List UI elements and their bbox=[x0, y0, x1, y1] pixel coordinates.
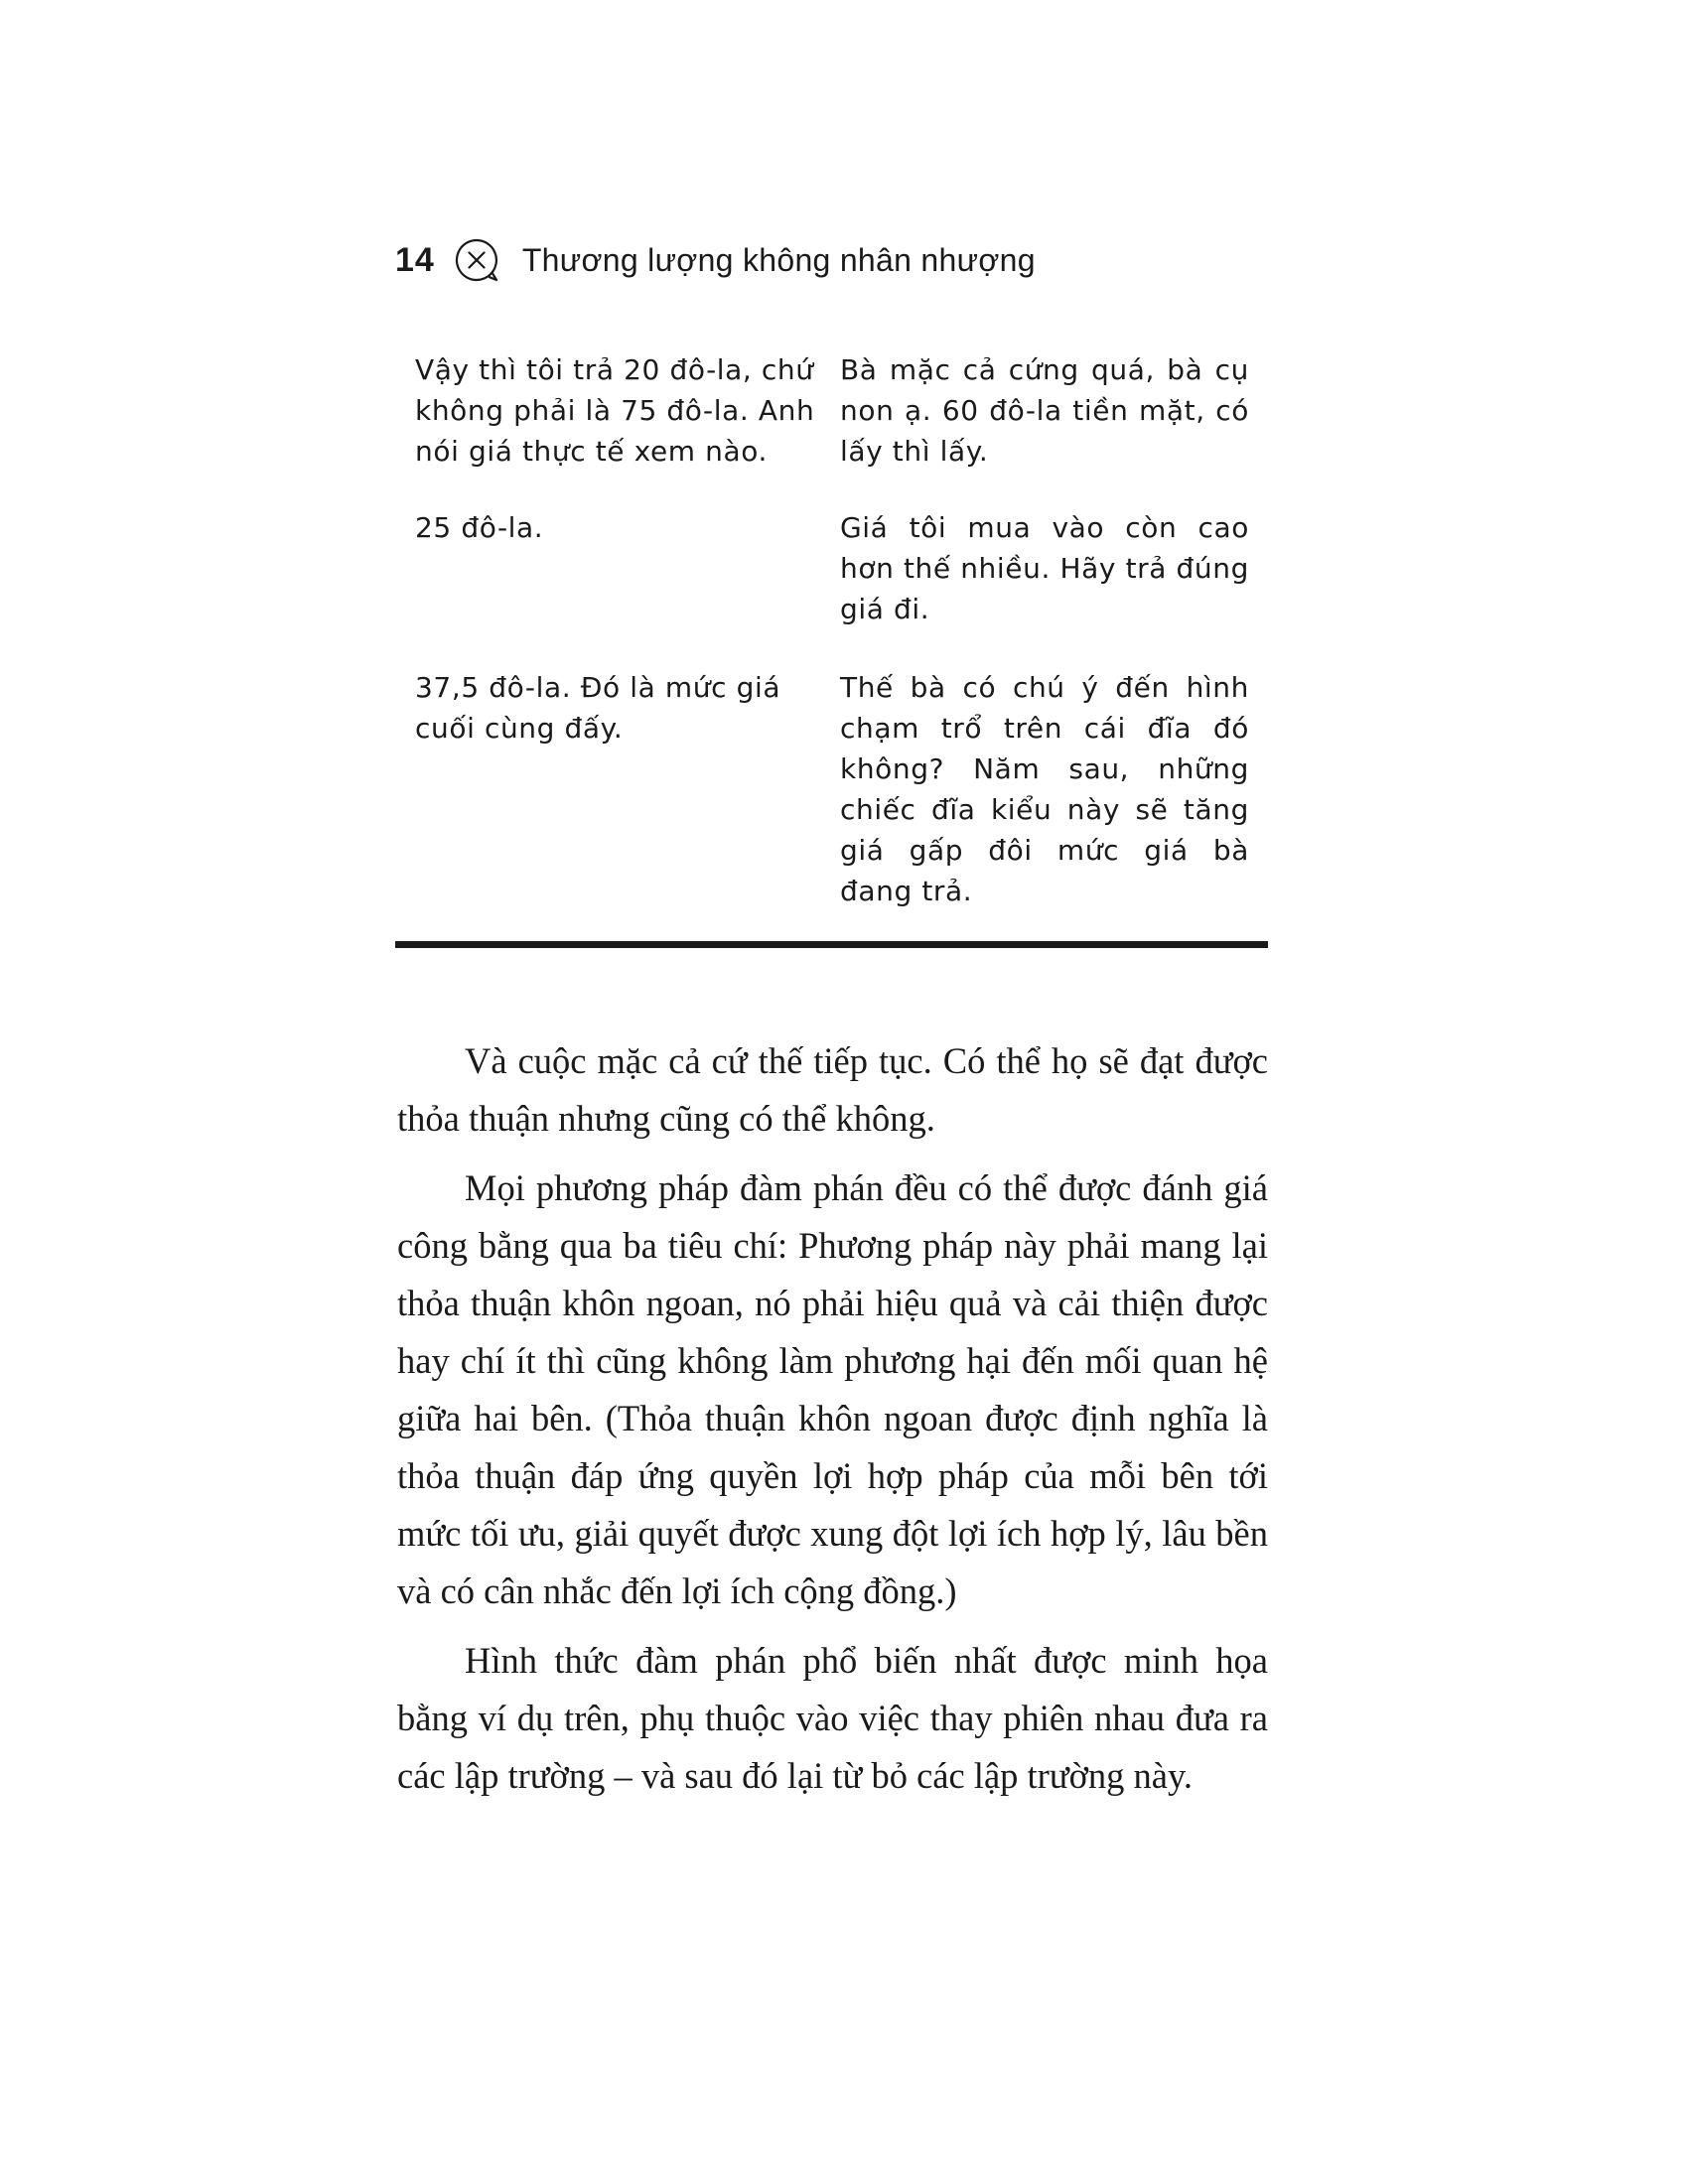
seller-line: Giá tôi mua vào còn cao hơn thế nhiều. Hãy trả đúng giá đi. bbox=[840, 511, 1249, 625]
section-divider bbox=[395, 941, 1268, 948]
seller-line: Bà mặc cả cứng quá, bà cụ non ạ. 60 đô-la tiền mặt, có lấy thì lấy. bbox=[840, 353, 1249, 468]
running-header bbox=[395, 230, 1036, 290]
paragraph: Mọi phương pháp đàm phán đều có thể được đánh giá công bằng qua ba tiêu chí: Phương pháp này phải mang lại thỏa thuận khôn ngoan, nó phải hiệu quả và cải thiện được hay chí ít thì cũng không làm phương hại đến mối quan hệ giữa hai bên. (Thỏa thuận khôn ngoan được định nghĩa là thỏa thuận đáp ứng quyền lợi hợp pháp của mỗi bên tới mức tối ưu, giải quyết được xung đột lợi ích hợp lý, lâu bền và có cân nhắc đến lợi ích cộng đồng.) bbox=[397, 1167, 1268, 1611]
paragraph: Hình thức đàm phán phổ biến nhất được minh họa bằng ví dụ trên, phụ thuộc vào việc thay phiên nhau đưa ra các lập trường – và sau đó lại từ bỏ các lập trường này. bbox=[397, 1640, 1268, 1796]
dialogue-row bbox=[415, 349, 1249, 472]
buyer-line: 25 đô-la. bbox=[415, 511, 544, 544]
circle-x-speech-bubble-icon bbox=[453, 236, 500, 284]
book-title: Thương lượng không nhân nhượng bbox=[521, 241, 1036, 278]
seller-line: Thế bà có chú ý đến hình chạm trổ trên cái đĩa đó không? Năm sau, những chiếc đĩa kiểu này sẽ tăng giá gấp đôi mức giá bà đang trả. bbox=[840, 671, 1249, 907]
dialogue-row bbox=[415, 667, 1249, 911]
buyer-line: Vậy thì tôi trả 20 đô-la, chứ không phải là 75 đô-la. Anh nói giá thực tế xem nào. bbox=[415, 353, 815, 468]
page-number: 14 bbox=[395, 240, 435, 279]
body-text bbox=[397, 1032, 1268, 1817]
buyer-line: 37,5 đô-la. Đó là mức giá cuối cùng đấy. bbox=[415, 671, 781, 745]
bargaining-dialogue bbox=[415, 349, 1249, 911]
dialogue-row bbox=[415, 507, 1249, 629]
paragraph: Và cuộc mặc cả cứ thế tiếp tục. Có thể họ sẽ đạt được thỏa thuận nhưng cũng có thể không. bbox=[397, 1040, 1268, 1139]
